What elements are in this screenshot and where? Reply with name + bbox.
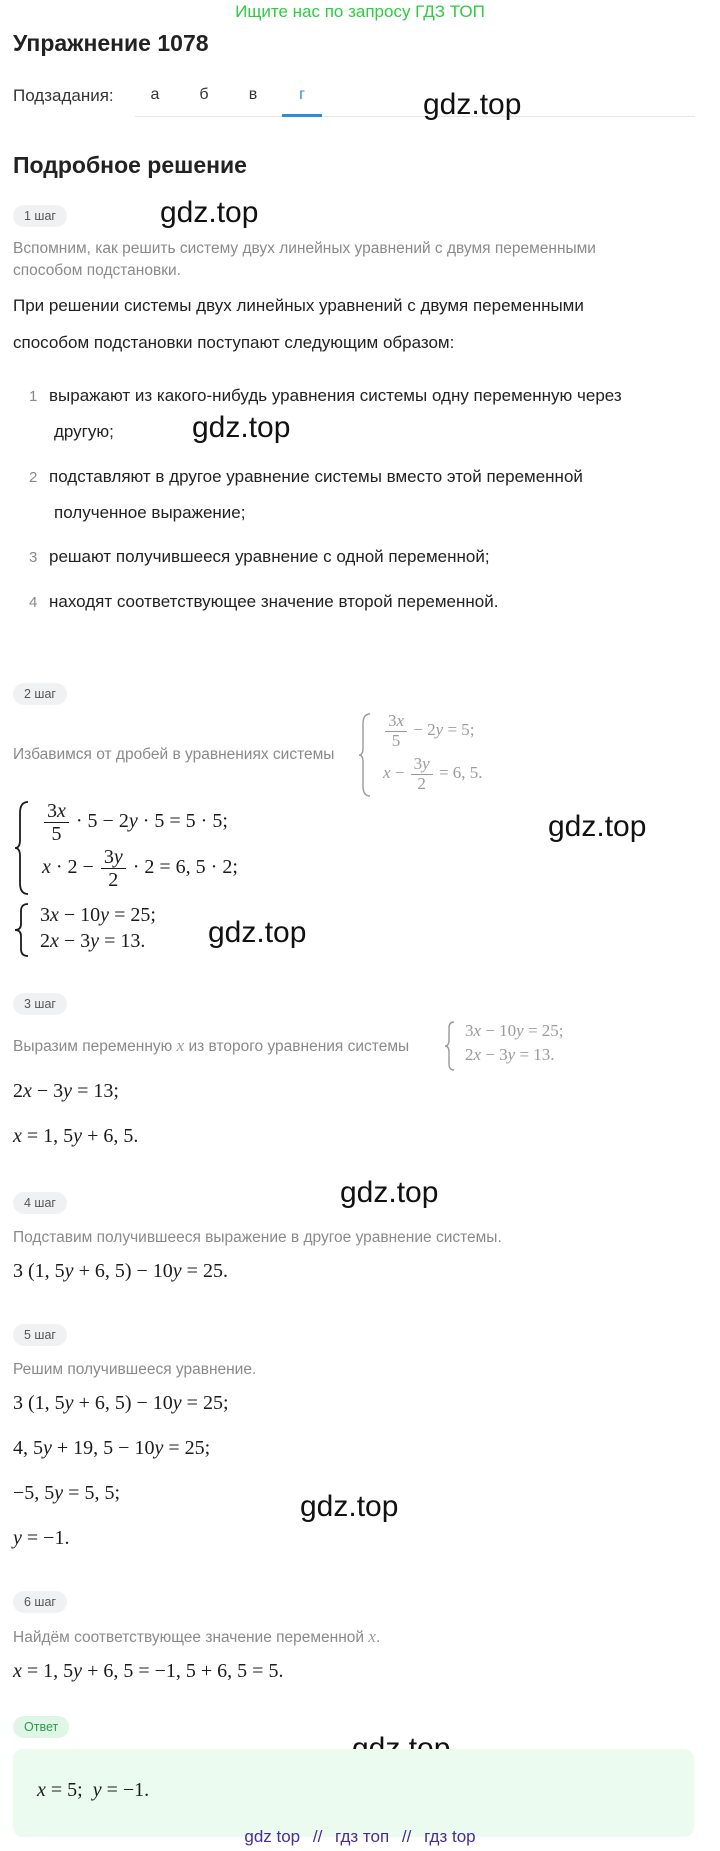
footer-link[interactable]: гдз топ	[335, 1827, 390, 1846]
math-equation: 3x − 10y = 25;	[40, 904, 156, 926]
rule-intro-line2: способом подстановки поступают следующим образом:	[13, 333, 455, 352]
math-equation: $\frac{3x}{5}$ · 5 − 2y · 5 = 5 · 5;	[42, 800, 228, 845]
list-item: выражают из какого-нибудь уравнения системы одну переменную через	[49, 386, 622, 405]
list-item-cont: другую;	[54, 422, 114, 441]
list-number: 1	[29, 388, 38, 405]
footer-separator: //	[401, 1827, 412, 1846]
math-equation: x = 1, 5y + 6, 5 = −1, 5 + 6, 5 = 5.	[13, 1660, 284, 1682]
watermark: gdz.top	[208, 916, 307, 949]
list-item: решают получившееся уравнение с одной переменной;	[49, 547, 490, 566]
subtask-tab-v[interactable]: в	[248, 86, 258, 103]
subtask-tab-a[interactable]: а	[150, 86, 160, 103]
step-hint: Выразим переменную x из второго уравнения системы	[13, 1036, 410, 1055]
footer-link[interactable]: гдз top	[424, 1827, 476, 1846]
math-equation: 2x − 3y = 13.	[40, 930, 146, 952]
footer-link[interactable]: gdz top	[244, 1827, 301, 1846]
subtask-tab-g[interactable]: г	[299, 86, 305, 103]
list-item: находят соответствующее значение второй переменной.	[49, 592, 499, 611]
math-equation: $\frac{3x}{5}$ − 2y = 5;	[383, 712, 475, 750]
subtasks-label: Подзадания:	[13, 86, 114, 105]
step-pill: 5 шаг	[13, 1324, 67, 1346]
rule-intro-line1: При решении системы двух линейных уравнений с двумя переменными	[13, 296, 584, 315]
watermark: gdz.top	[300, 1490, 399, 1523]
tabs-divider	[135, 116, 695, 117]
math-equation: x · 2 − $\frac{3y}{2}$ · 2 = 6, 5 · 2;	[42, 846, 238, 891]
step-hint: Вспомним, как решить систему двух линейных уравнений с двумя переменными способом подстановки.	[13, 240, 596, 279]
math-equation: −5, 5y = 5, 5;	[13, 1482, 121, 1504]
active-tab-indicator	[282, 114, 322, 117]
subtask-tab-b[interactable]: б	[199, 86, 209, 103]
answer-pill: Ответ	[13, 1716, 69, 1738]
math-equation: x − $\frac{3y}{2}$ = 6, 5.	[383, 754, 483, 793]
system-brace	[14, 902, 30, 958]
watermark: gdz.top	[160, 196, 259, 229]
math-equation: 2x − 3y = 13.	[465, 1045, 555, 1064]
step-hint: Избавимся от дробей в уравнениях системы	[13, 746, 335, 763]
list-number: 2	[29, 469, 38, 486]
step-pill: 4 шаг	[13, 1192, 67, 1214]
step-pill: 1 шаг	[13, 205, 67, 227]
list-item-cont: полученное выражение;	[54, 503, 246, 522]
math-equation: 2x − 3y = 13;	[13, 1080, 119, 1102]
list-number: 3	[29, 549, 38, 566]
step-hint: Решим получившееся уравнение.	[13, 1361, 257, 1378]
section-title: Подробное решение	[13, 152, 247, 178]
watermark: gdz.top	[340, 1176, 439, 1209]
watermark: gdz.top	[423, 88, 522, 121]
step-hint: Найдём соответствующее значение переменной x.	[13, 1627, 381, 1646]
step-hint: Подставим получившееся выражение в другое уравнение системы.	[13, 1229, 502, 1246]
math-equation: y = −1.	[13, 1527, 70, 1549]
math-equation: 3x − 10y = 25;	[465, 1021, 564, 1040]
watermark: gdz.top	[192, 411, 291, 444]
watermark: gdz.top	[548, 810, 647, 843]
math-equation: 3 (1, 5y + 6, 5) − 10y = 25.	[13, 1260, 228, 1282]
system-brace	[444, 1020, 456, 1072]
step-pill: 2 шаг	[13, 683, 67, 705]
list-item: подставляют в другое уравнение системы вместо этой переменной	[49, 467, 583, 486]
list-number: 4	[29, 594, 38, 611]
footer-separator: //	[312, 1827, 323, 1846]
math-equation: 4, 5y + 19, 5 − 10y = 25;	[13, 1437, 211, 1459]
step-pill: 3 шаг	[13, 993, 67, 1015]
math-equation: 3 (1, 5y + 6, 5) − 10y = 25;	[13, 1392, 229, 1414]
footer-links	[0, 1827, 720, 1847]
system-brace	[14, 800, 30, 896]
page-title: Упражнение 1078	[13, 30, 209, 56]
answer-equation: x = 5; y = −1.	[37, 1779, 150, 1801]
system-brace	[358, 712, 372, 798]
top-banner[interactable]: Ищите нас по запросу ГДЗ ТОП	[235, 2, 485, 21]
step-pill: 6 шаг	[13, 1591, 67, 1613]
math-equation: x = 1, 5y + 6, 5.	[13, 1125, 139, 1147]
